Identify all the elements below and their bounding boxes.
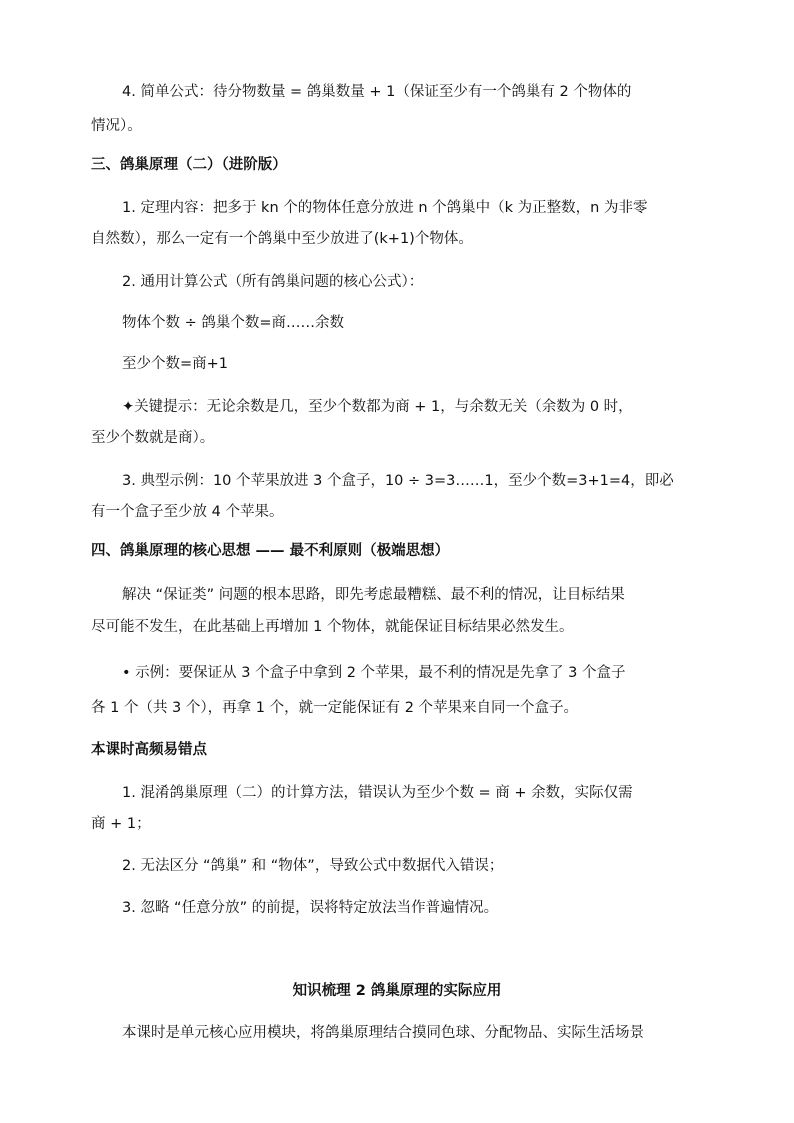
text-line: 2. 通用计算公式（所有鸽巢问题的核心公式）： (122, 274, 424, 290)
bullet-item: • 示例：要保证从 3 个盒子中拿到 2 个苹果，最不利的情况是先拿了 3 个盒子 (122, 665, 626, 681)
text-line: 尽可能不发生，在此基础上再增加 1 个物体，就能保证目标结果必然发生。 (91, 619, 574, 635)
formula-line: 至少个数=商+1 (122, 356, 229, 372)
section-title: 知识梳理 2 鸽巢原理的实际应用 (292, 983, 502, 999)
key-tip-line: ✦关键提示：无论余数是几，至少个数都为商 + 1，与余数无关（余数为 0 时， (122, 399, 633, 415)
text-line: 2. 无法区分 “鸽巢” 和 “物体”，导致公式中数据代入错误； (122, 858, 504, 874)
text-line: 各 1 个（共 3 个），再拿 1 个，就一定能保证有 2 个苹果来自同一个盒子。 (91, 700, 579, 716)
text-line: 有一个盒子至少放 4 个苹果。 (91, 504, 284, 520)
section-heading: 本课时高频易错点 (91, 742, 207, 758)
text-line: 自然数），那么一定有一个鸽巢中至少放进了(k+1)个物体。 (91, 231, 473, 247)
text-line: 3. 典型示例：10 个苹果放进 3 个盒子，10 ÷ 3=3……1，至少个数=3+1=4，即必 (122, 473, 674, 489)
text-line: 4. 简单公式：待分物数量 = 鸽巢数量 + 1（保证至少有一个鸽巢有 2 个物体的 (122, 84, 632, 100)
text-line: 1. 混淆鸽巢原理（二）的计算方法，错误认为至少个数 = 商 + 余数，实际仅需 (122, 785, 633, 801)
text-line: 1. 定理内容：把多于 kn 个的物体任意分放进 n 个鸽巢中（k 为正整数，n 为非零 (122, 200, 648, 216)
text-line: 商 + 1； (91, 816, 151, 832)
text-line: 至少个数就是商）。 (91, 430, 215, 446)
text-line: 本课时是单元核心应用模块，将鸽巢原理结合摸同色球、分配物品、实际生活场景 (122, 1025, 644, 1041)
text-line: 解决 “保证类” 问题的根本思路，即先考虑最糟糕、最不利的情况，让目标结果 (122, 587, 625, 603)
section-heading: 四、鸽巢原理的核心思想 —— 最不利原则（极端思想） (91, 543, 450, 559)
section-heading: 三、鸽巢原理（二）（进阶版） (91, 157, 287, 173)
text-line: 3. 忽略 “任意分放” 的前提，误将特定放法当作普遍情况。 (122, 900, 499, 916)
text-line: 情况）。 (91, 118, 142, 134)
formula-line: 物体个数 ÷ 鸽巢个数=商……余数 (122, 315, 345, 331)
